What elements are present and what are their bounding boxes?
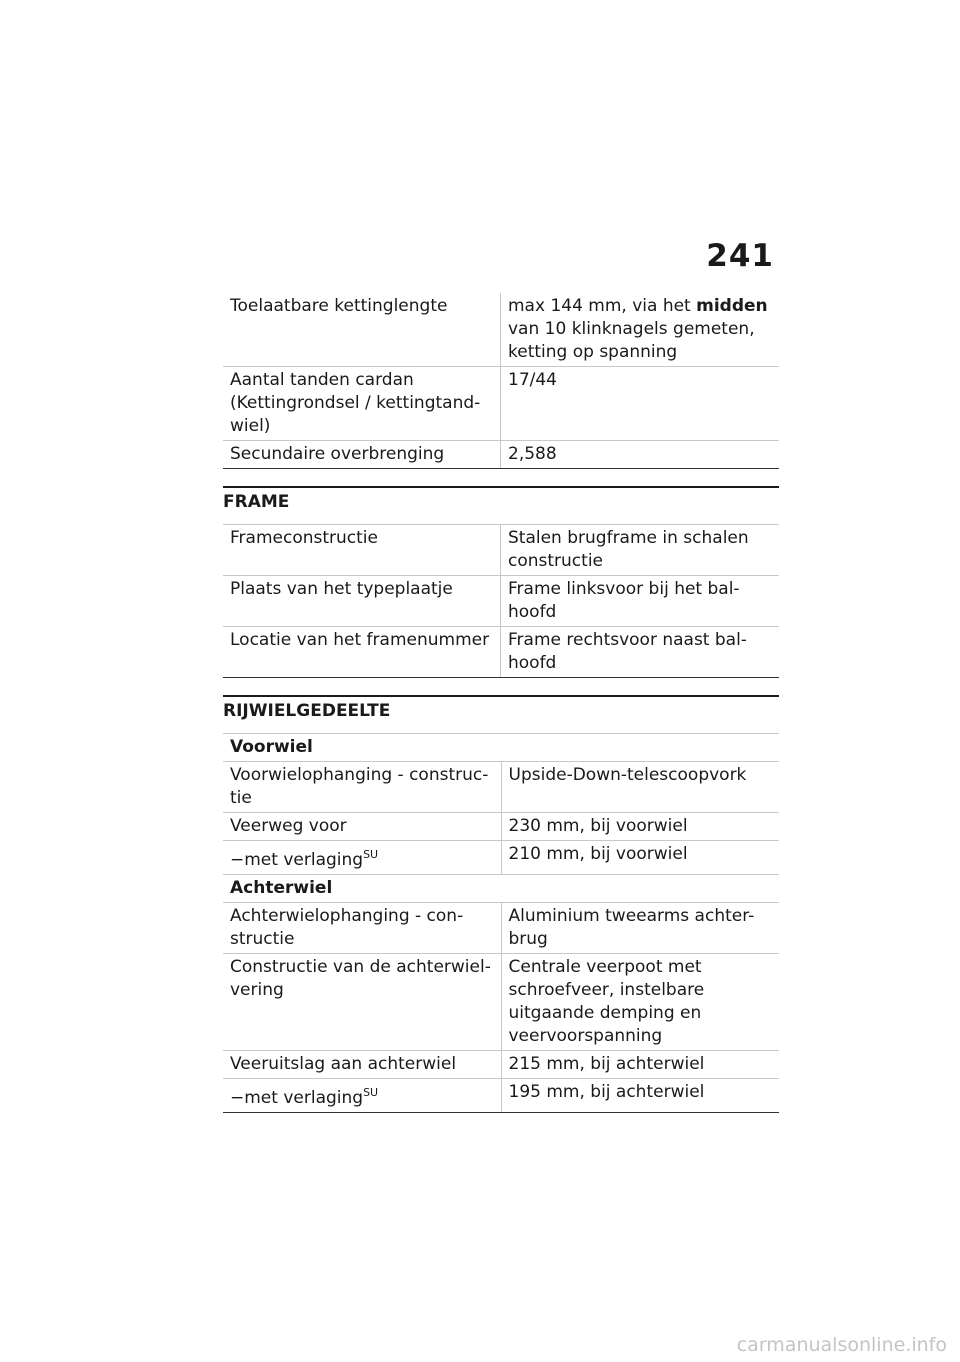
table-row (223, 441, 779, 469)
row-label: Veerweg voor (223, 813, 501, 841)
subsection-title: Voorwiel (223, 734, 779, 762)
row-value: 195 mm, bij achterwiel (501, 1079, 779, 1113)
table-row (223, 627, 779, 678)
lowering-superscript: SU (363, 1086, 379, 1099)
row-label: Frameconstructie (223, 525, 501, 576)
table-row (223, 762, 779, 813)
row-label: Constructie van de achterwiel-vering (223, 954, 501, 1051)
row-value: 2,588 (501, 441, 780, 469)
row-label: Locatie van het framenummer (223, 627, 501, 678)
row-value: max 144 mm, via het midden van 10 klinknagels gemeten, ketting op spanning (501, 293, 780, 367)
row-value: Frame rechtsvoor naast bal-hoofd (501, 627, 780, 678)
table-row (223, 813, 779, 841)
row-label: Plaats van het typeplaatje (223, 576, 501, 627)
row-value: 17/44 (501, 367, 780, 441)
row-value: 215 mm, bij achterwiel (501, 1051, 779, 1079)
spec-content (223, 293, 779, 1113)
row-label: −met verlaging$^{SU}$ (223, 1079, 501, 1113)
table-row (223, 903, 779, 954)
subsection-title: Achterwiel (223, 875, 779, 903)
row-value: 230 mm, bij voorwiel (501, 813, 779, 841)
table-row (223, 841, 779, 875)
row-value: Centrale veerpoot met schroefveer, instelbare uitgaande demping en veervoorspanning (501, 954, 779, 1051)
row-label: Achterwielophanging - con-structie (223, 903, 501, 954)
row-value: Aluminium tweearms achter-brug (501, 903, 779, 954)
table-row (223, 1051, 779, 1079)
table-row (223, 293, 779, 367)
subsection-front-wheel (223, 734, 779, 762)
table-row (223, 954, 779, 1051)
row-label: −met verlaging$^{SU}$ (223, 841, 501, 875)
subsection-rear-wheel (223, 875, 779, 903)
table-row (223, 525, 779, 576)
row-label: Toelaatbare kettinglengte (223, 293, 501, 367)
row-label: Secundaire overbrenging (223, 441, 501, 469)
footer-watermark: carmanualsonline.info (736, 1334, 947, 1356)
row-value: Frame linksvoor bij het bal-hoofd (501, 576, 780, 627)
row-value: Upside-Down-telescoopvork (501, 762, 779, 813)
table-row (223, 367, 779, 441)
lowering-superscript: SU (363, 848, 379, 861)
row-label: Aantal tanden cardan (Kettingrondsel / kettingtand-wiel) (223, 367, 501, 441)
chain-spec-table (223, 293, 779, 469)
row-label: Veeruitslag aan achterwiel (223, 1051, 501, 1079)
table-row (223, 1079, 779, 1113)
row-label: Voorwielophanging - construc-tie (223, 762, 501, 813)
chassis-spec-table (223, 733, 779, 1113)
row-value: Stalen brugframe in schalen constructie (501, 525, 780, 576)
section-title-chassis: RIJWIELGEDEELTE (223, 695, 779, 733)
page-number: 241 (706, 238, 774, 274)
section-title-frame: FRAME (223, 486, 779, 524)
table-row (223, 576, 779, 627)
frame-spec-table (223, 524, 779, 678)
row-value: 210 mm, bij voorwiel (501, 841, 779, 875)
